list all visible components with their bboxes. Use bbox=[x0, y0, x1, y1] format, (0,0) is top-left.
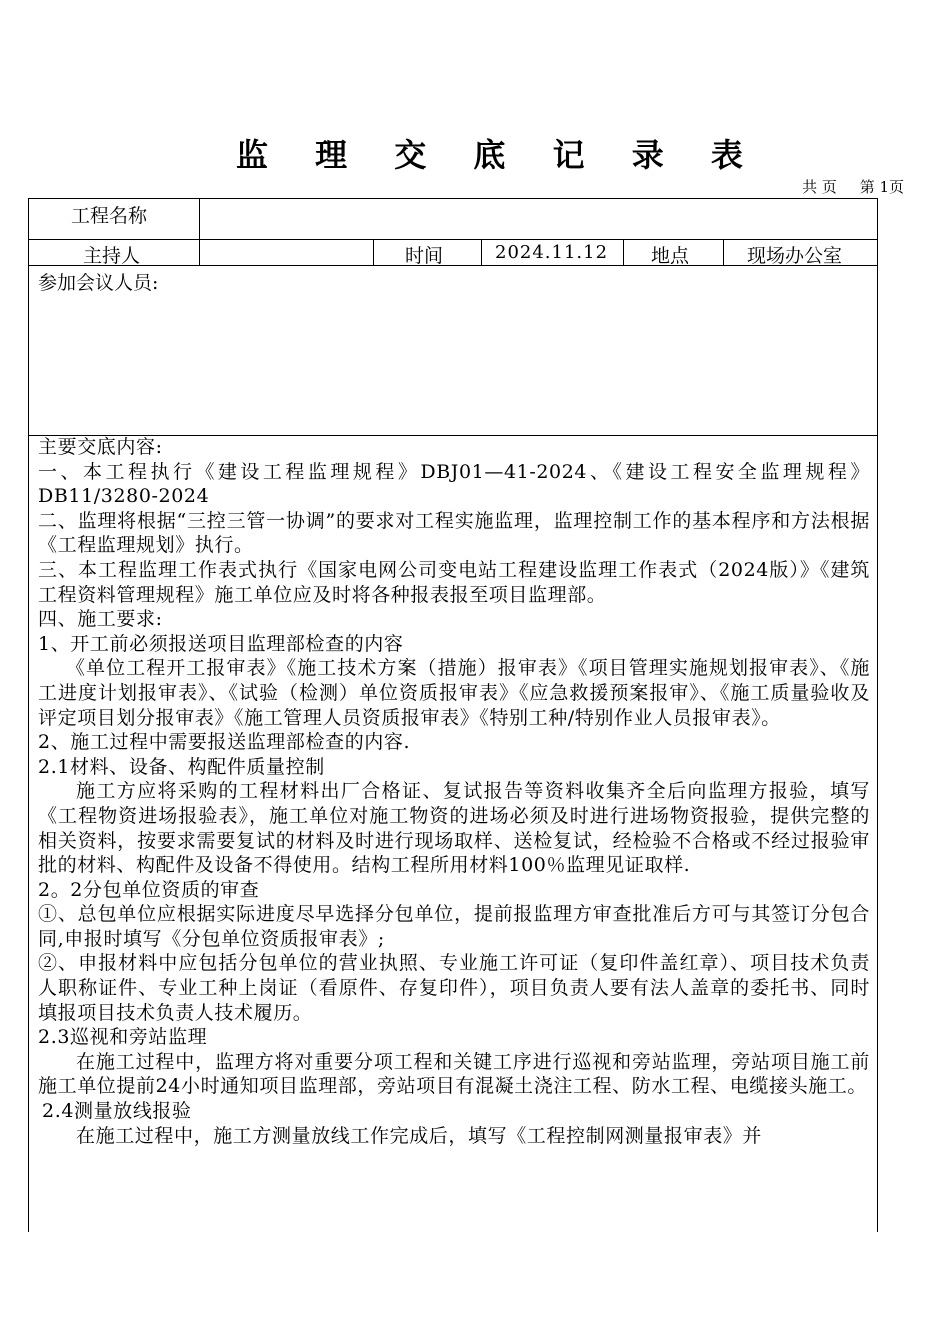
column-divider bbox=[481, 239, 482, 265]
paragraph: ①、总包单位应根据实际进度尽早选择分包单位，提前报监理方审查批准后方可与其签订分包合同,申报时填写《分包单位资质报审表》; bbox=[38, 903, 870, 950]
page-title: 监 理 交 底 记 录 表 bbox=[236, 136, 761, 174]
paragraph: 2.3巡视和旁站监理 bbox=[38, 1026, 208, 1049]
total-pages: 共 页 bbox=[802, 178, 837, 196]
time-label: 时间 bbox=[405, 245, 444, 267]
paragraph: 2.4测量放线报验 bbox=[42, 1100, 192, 1123]
paragraph: 施工方应将采购的工程材料出厂合格证、复试报告等资料收集齐全后向监理方报验，填写《工程物资进场报验表》，施工单位对施工物资的进场必须及时进行进场物资报验，提供完整的相关资料，按要求需要复试的材料及时进行现场取样、送检复试，经检验不合格或不经过报验审批的材料、构配件及设备不得使用。结构工程所用材料100％监理见证取样. bbox=[38, 780, 870, 877]
paragraph: ②、申报材料中应包括分包单位的营业执照、专业施工许可证（复印件盖红章）、项目技术负责人职称证件、专业工种上岗证（看原件、存复印件），项目负责人要有法人盖章的委托书、同时填报项目技术负责人技术履历。 bbox=[38, 952, 870, 1024]
paragraph: 2。2分包单位资质的审查 bbox=[38, 878, 260, 901]
project-name-label: 工程名称 bbox=[71, 205, 148, 227]
location-value: 现场办公室 bbox=[747, 245, 843, 267]
paragraph: 在施工过程中，施工方测量放线工作完成后，填写《工程控制网测量报审表》并 bbox=[76, 1124, 763, 1147]
host-label: 主持人 bbox=[83, 245, 141, 267]
paragraph: 2、施工过程中需要报送监理部检查的内容. bbox=[38, 731, 411, 754]
paragraph: 1、开工前必须报送项目监理部检查的内容 bbox=[38, 632, 404, 655]
current-page: 第 1页 bbox=[859, 178, 904, 196]
attendees-label: 参加会议人员: bbox=[38, 272, 159, 294]
time-value: 2024.11.12 bbox=[495, 242, 609, 263]
paragraph: 2.1材料、设备、构配件质量控制 bbox=[38, 755, 325, 778]
column-divider bbox=[723, 239, 724, 265]
paragraph: 在施工过程中，监理方将对重要分项工程和关键工序进行巡视和旁站监理，旁站项目施工前施工单位提前24小时通知项目监理部，旁站项目有混凝土浇注工程、防水工程、电缆接头施工。 bbox=[38, 1050, 870, 1098]
row-divider bbox=[29, 239, 877, 240]
paragraph: 三、本工程监理工作表式执行《国家电网公司变电站工程建设监理工作表式（2024版）》《建筑工程资料管理规程》施工单位应及时将各种报表报至项目监理部。 bbox=[38, 558, 870, 606]
page-info bbox=[796, 176, 904, 197]
location-label: 地点 bbox=[651, 245, 690, 267]
record-table bbox=[28, 198, 878, 1232]
column-divider bbox=[623, 239, 624, 265]
paragraph: 四、施工要求: bbox=[38, 608, 163, 631]
column-divider bbox=[199, 199, 200, 265]
paragraph: 一、本工程执行《建设工程监理规程》DBJ01—41-2024、《建设工程安全监理规程》DB11/3280-2024 bbox=[38, 460, 870, 508]
paragraph: 《单位工程开工报审表》《施工技术方案（措施）报审表》《项目管理实施规划报审表》、《施工进度计划报审表》、《试验（检测）单位资质报审表》《应急救援预案报审》、《施工质量验收及评定项目划分报审表》《施工管理人员资质报审表》《特别工种/特别作业人员报审表》。 bbox=[38, 657, 870, 729]
briefing-content bbox=[38, 435, 870, 1148]
paragraph: 二、监理将根据“三控三管一协调”的要求对工程实施监理，监理控制工作的基本程序和方法根据《工程监理规划》执行。 bbox=[38, 509, 870, 557]
column-divider bbox=[373, 239, 374, 265]
content-heading: 主要交底内容: bbox=[38, 436, 163, 458]
